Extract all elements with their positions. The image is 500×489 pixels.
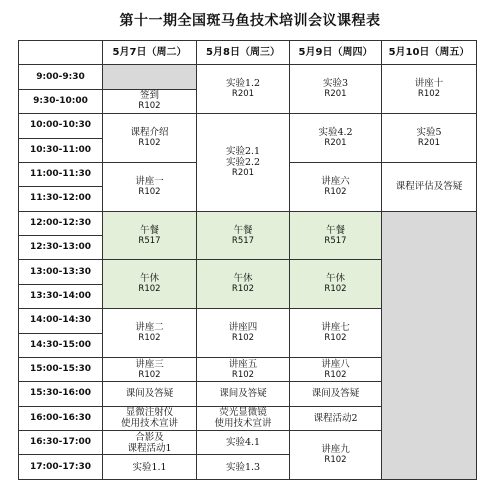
session-title: 显微注射仪 [125, 407, 174, 419]
time-slot: 11:00-11:30 [19, 162, 103, 186]
session-title: 讲座一 [135, 175, 164, 187]
session-room: R201 [231, 89, 255, 100]
header-fri: 5月10日（周五） [382, 41, 477, 65]
time-slot: 14:00-14:30 [19, 309, 103, 333]
session-room: R102 [231, 284, 255, 295]
session-subtitle: 课程活动1 [127, 442, 172, 454]
session-room: R102 [417, 89, 441, 100]
session-title: 实验5 [416, 127, 442, 138]
session-title: 荧光显微镜 [219, 407, 267, 419]
session-title: 实验1.2 [225, 78, 261, 90]
time-slot: 12:00-12:30 [19, 211, 103, 235]
session-title: 午餐 [325, 224, 345, 236]
session-room: R201 [324, 138, 347, 148]
session-room: R517 [324, 235, 347, 246]
session-title: 午休 [139, 273, 159, 285]
session-title: 讲座八 [321, 358, 350, 370]
session-title: 讲座五 [228, 358, 258, 370]
session-cell [197, 382, 290, 406]
session-room: R102 [138, 101, 161, 112]
time-slot: 16:30-17:00 [19, 431, 103, 455]
session-room: R201 [231, 167, 255, 178]
session-title: 课程介绍 [130, 127, 169, 138]
session-room: R102 [138, 138, 161, 148]
session-cell [103, 431, 197, 455]
session-room: R102 [138, 186, 161, 197]
session-cell [197, 431, 290, 455]
session-room: R517 [231, 235, 255, 246]
header-corner [19, 41, 103, 65]
session-cell [103, 309, 197, 358]
session-room: R102 [138, 333, 161, 343]
session-cell [197, 357, 290, 381]
table-row [19, 65, 477, 89]
session-cell [197, 211, 290, 260]
session-title: 讲座六 [321, 175, 350, 187]
session-title: 讲座九 [321, 444, 350, 455]
session-cell [103, 455, 197, 480]
session-title: 实验1.3 [225, 461, 261, 473]
session-title: 讲座四 [228, 322, 258, 333]
session-cell [103, 260, 197, 309]
session-title: 课程评估及答疑 [395, 181, 463, 193]
session-subtitle: 使用技术宣讲 [214, 418, 272, 430]
session-title: 讲座十 [414, 78, 444, 90]
session-title: 讲座七 [321, 322, 350, 333]
empty-cell [103, 65, 197, 89]
session-cell [382, 162, 477, 211]
session-cell [290, 114, 382, 163]
session-cell [290, 357, 382, 381]
empty-cell [382, 211, 477, 479]
session-cell [103, 357, 197, 381]
session-title: 午餐 [139, 224, 159, 236]
session-cell [197, 455, 290, 480]
session-cell [197, 114, 290, 212]
session-cell [382, 114, 477, 163]
session-cell [382, 65, 477, 114]
table-row [19, 114, 477, 138]
session-room: R102 [324, 284, 347, 295]
session-room: R102 [324, 333, 347, 343]
session-room: R102 [231, 333, 255, 343]
session-cell [103, 382, 197, 406]
session-cell [103, 211, 197, 260]
session-cell [290, 382, 382, 406]
session-cell [197, 309, 290, 358]
time-slot: 9:00-9:30 [19, 65, 103, 89]
time-slot: 12:30-13:00 [19, 236, 103, 260]
header-tue: 5月7日（周二） [103, 41, 197, 65]
session-title: 实验1.1 [132, 461, 167, 473]
session-cell [103, 89, 197, 113]
time-slot: 14:30-15:00 [19, 333, 103, 357]
header-wed: 5月8日（周三） [197, 41, 290, 65]
session-cell [103, 162, 197, 211]
session-cell [197, 65, 290, 114]
session-cell [290, 406, 382, 430]
session-cell [103, 406, 197, 430]
session-cell [290, 431, 382, 480]
session-title: 实验3 [322, 78, 349, 90]
session-title: 午休 [233, 273, 253, 285]
session-title: 实验2.2 [225, 156, 261, 168]
session-title: 实验4.1 [225, 437, 261, 449]
time-slot: 10:30-11:00 [19, 138, 103, 162]
time-slot: 13:30-14:00 [19, 284, 103, 308]
time-slot: 9:30-10:00 [19, 89, 103, 113]
schedule-table [18, 40, 477, 480]
session-title: 讲座三 [135, 358, 164, 370]
session-title: 合影及 [135, 431, 164, 443]
session-room: R102 [324, 455, 347, 465]
session-room: R201 [417, 138, 441, 148]
session-title: 实验4.2 [318, 127, 353, 138]
session-room: R102 [138, 284, 161, 295]
session-room: R102 [324, 186, 347, 197]
time-slot: 10:00-10:30 [19, 114, 103, 138]
time-slot: 17:00-17:30 [19, 455, 103, 480]
session-title: 课间及答疑 [311, 388, 360, 400]
time-slot: 15:30-16:00 [19, 382, 103, 406]
time-slot: 13:00-13:30 [19, 260, 103, 284]
session-title: 午休 [325, 273, 345, 285]
session-room: R201 [324, 89, 347, 100]
session-subtitle: 使用技术宣讲 [120, 418, 178, 430]
session-cell [290, 162, 382, 211]
time-slot: 15:00-15:30 [19, 357, 103, 381]
session-cell [290, 260, 382, 309]
session-cell [197, 260, 290, 309]
session-title: 午餐 [233, 224, 253, 236]
session-room: R102 [138, 369, 161, 380]
session-room: R102 [231, 369, 255, 380]
session-title: 课间及答疑 [219, 388, 267, 400]
header-thu: 5月9日（周四） [290, 41, 382, 65]
session-cell [290, 309, 382, 358]
header-row [19, 41, 477, 65]
session-room: R102 [324, 369, 347, 380]
time-slot: 11:30-12:00 [19, 187, 103, 211]
session-title: 讲座二 [135, 322, 164, 333]
session-cell [197, 406, 290, 430]
page-title: 第十一期全国斑马鱼技术培训会议课程表 [119, 13, 381, 29]
session-title: 课间及答疑 [125, 388, 174, 400]
table-row [19, 211, 477, 235]
session-title: 签到 [139, 90, 159, 102]
session-cell [290, 211, 382, 260]
session-room: R517 [138, 235, 161, 246]
time-slot: 16:00-16:30 [19, 406, 103, 430]
session-title: 实验2.1 [225, 145, 261, 157]
session-cell [290, 65, 382, 114]
session-title: 课程活动2 [313, 412, 358, 424]
session-cell [103, 114, 197, 163]
